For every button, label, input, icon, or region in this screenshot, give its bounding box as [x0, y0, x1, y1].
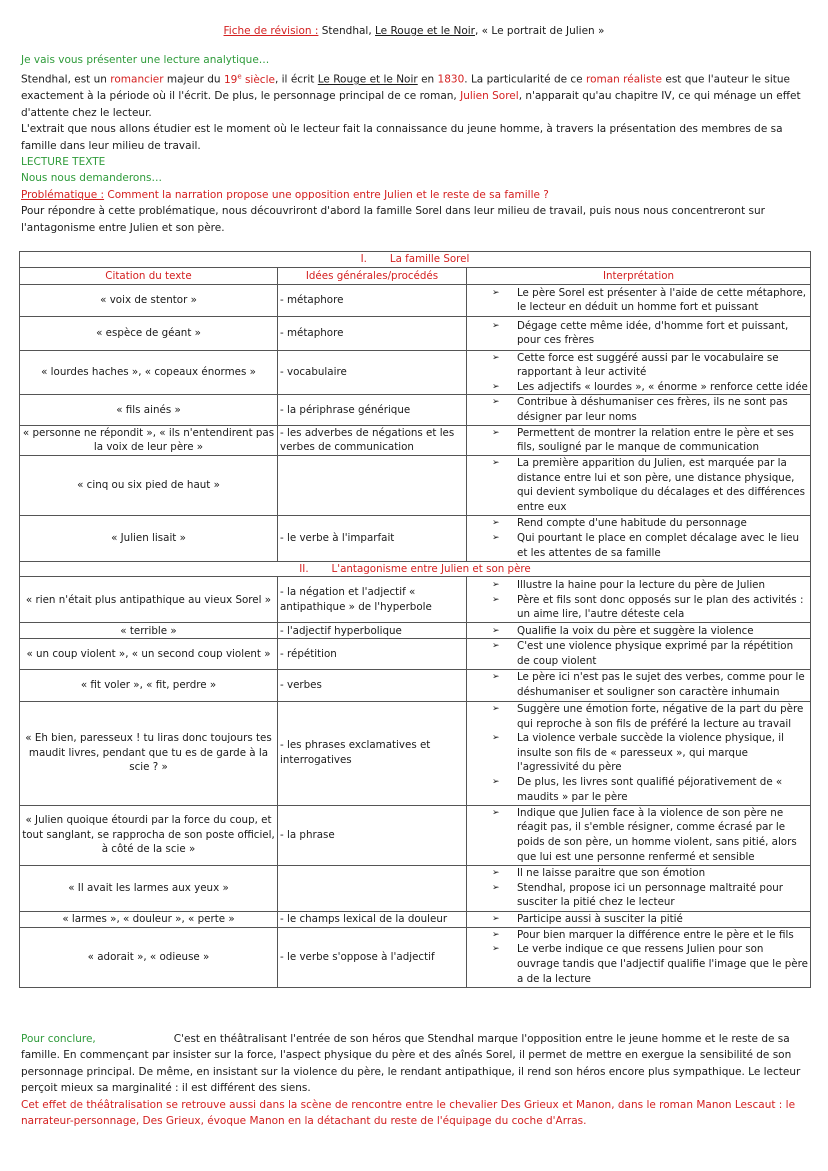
interpretation-item	[469, 319, 808, 348]
interpretation-text: Le père ici n'est pas le sujet des verbes, comme pour le déshumaniser et souligner son caractère inhumain	[517, 671, 805, 699]
interpretation-item	[469, 731, 808, 775]
table-row	[20, 316, 811, 350]
interpretation-text: Permettent de montrer la relation entre le père et ses fils, souligné par le manque de communication	[517, 426, 794, 454]
conclusion-label: Pour conclure,	[21, 1033, 96, 1045]
interpretation-item	[469, 881, 808, 910]
table-row	[20, 623, 811, 639]
procede-cell: - verbes	[278, 669, 467, 701]
table-row	[20, 350, 811, 395]
interpretation-item	[469, 670, 808, 699]
interpretation-list	[469, 806, 808, 864]
section-title: I. La famille Sorel	[20, 252, 811, 268]
arrow-bullet-icon: ➢	[492, 397, 500, 408]
arrow-bullet-icon: ➢	[492, 320, 500, 331]
table-row	[20, 515, 811, 561]
arrow-bullet-icon: ➢	[492, 703, 500, 714]
citation-cell: « Julien quoique étourdi par la force du coup, et tout sanglant, se rapprocha de son poste officiel, à côté de la scie »	[20, 805, 278, 865]
citation-cell: « Il avait les larmes aux yeux »	[20, 865, 278, 911]
interpretation-text: Qui pourtant le place en complet décalage avec le lieu et les attentes de sa famille	[517, 531, 800, 559]
arrow-bullet-icon: ➢	[492, 579, 500, 590]
interpretation-item	[469, 928, 808, 943]
interpretation-item	[469, 286, 808, 315]
interpretation-item	[469, 531, 808, 560]
table-row	[20, 701, 811, 805]
interpretation-list	[469, 319, 808, 348]
analysis-table	[19, 251, 811, 988]
table-row	[20, 284, 811, 316]
interpretation-list	[469, 456, 808, 514]
procede-cell: - la périphrase générique	[278, 395, 467, 425]
arrow-bullet-icon: ➢	[492, 641, 500, 652]
citation-cell: « un coup violent », « un second coup violent »	[20, 639, 278, 669]
arrow-bullet-icon: ➢	[492, 287, 500, 298]
arrow-bullet-icon: ➢	[492, 625, 500, 636]
interpretation-text: Pour bien marquer la différence entre le père et le fils	[517, 928, 794, 941]
arrow-bullet-icon: ➢	[492, 518, 500, 529]
interpretation-text: Les adjectifs « lourdes », « énorme » renforce cette idée	[517, 380, 808, 393]
section-title: II. L'antagonisme entre Julien et son père	[20, 561, 811, 577]
arrow-bullet-icon: ➢	[492, 868, 500, 879]
interpretation-cell	[467, 927, 811, 987]
citation-cell: « cinq ou six pied de haut »	[20, 455, 278, 515]
interpretation-text: Père et fils sont donc opposés sur le plan des activités : un aime lire, l'autre déteste cela	[517, 593, 804, 621]
interpretation-text: Contribue à déshumaniser ces frères, ils ne sont pas désigner par leur noms	[517, 396, 788, 423]
interpretation-item	[469, 775, 808, 804]
citation-cell: « Eh bien, paresseux ! tu liras donc toujours tes maudit livres, pendant que tu es de garde à la scie ? »	[20, 701, 278, 805]
interpretation-list	[469, 624, 808, 639]
interpretation-text: Cette force est suggéré aussi par le vocabulaire se rapportant à leur activité	[517, 351, 779, 379]
table-row	[20, 455, 811, 515]
interpretation-list	[469, 286, 808, 315]
arrow-bullet-icon: ➢	[492, 733, 500, 744]
interpretation-list	[469, 912, 808, 927]
title-book: Le Rouge et le Noir	[375, 25, 475, 37]
interpretation-list	[469, 351, 808, 395]
citation-cell: « terrible »	[20, 623, 278, 639]
interpretation-list	[469, 702, 808, 804]
interpretation-item	[469, 624, 808, 639]
interpretation-item	[469, 593, 808, 622]
problematique: Problématique : Comment la narration propose une opposition entre Julien et le reste de sa famille ?	[21, 188, 549, 201]
interpretation-list	[469, 426, 808, 455]
interpretation-text: Stendhal, propose ici un personnage maltraité pour susciter la pitié chez le lecteur	[517, 881, 784, 909]
intro-line: Je vais vous présenter une lecture analytique…	[21, 54, 270, 66]
column-header: Interprétation	[467, 267, 811, 284]
interpretation-cell	[467, 395, 811, 425]
arrow-bullet-icon: ➢	[492, 882, 500, 893]
citation-cell: « larmes », « douleur », « perte »	[20, 911, 278, 927]
introduction	[21, 52, 811, 236]
interpretation-cell	[467, 911, 811, 927]
interpretation-list	[469, 639, 808, 668]
column-header: Citation du texte	[20, 267, 278, 284]
interpretation-text: Le père Sorel est présenter à l'aide de cette métaphore, le lecteur en déduit un homme fort et puissant	[517, 286, 807, 314]
interpretation-list	[469, 866, 808, 910]
citation-cell: « lourdes haches », « copeaux énormes »	[20, 350, 278, 395]
arrow-bullet-icon: ➢	[492, 458, 500, 469]
interpretation-list	[469, 516, 808, 560]
citation-cell: « espèce de géant »	[20, 316, 278, 350]
citation-cell: « adorait », « odieuse »	[20, 927, 278, 987]
section-row-famille	[20, 252, 811, 268]
interpretation-item	[469, 866, 808, 881]
interpretation-item	[469, 942, 808, 986]
citation-cell: « fils ainés »	[20, 395, 278, 425]
procede-cell: - l'adjectif hyperbolique	[278, 623, 467, 639]
interpretation-item	[469, 806, 808, 864]
arrow-bullet-icon: ➢	[492, 944, 500, 955]
interpretation-text: Rend compte d'une habitude du personnage	[517, 517, 747, 530]
interpretation-list	[469, 670, 808, 699]
procede-cell: - le champs lexical de la douleur	[278, 911, 467, 927]
citation-cell: « personne ne répondit », « ils n'entendirent pas la voix de leur père »	[20, 425, 278, 455]
arrow-bullet-icon: ➢	[492, 594, 500, 605]
interpretation-text: Le verbe indique ce que ressens Julien pour son ouvrage tandis que l'adjectif qualifie l'image que le père a de la lecture	[517, 943, 808, 985]
interpretation-item	[469, 426, 808, 455]
table-row	[20, 911, 811, 927]
interpretation-list	[469, 578, 808, 622]
procede-cell	[278, 865, 467, 911]
interpretation-text: La violence verbale succède la violence physique, il insulte son fils de « paresseux », qui marque l'agressivité du père	[517, 732, 784, 774]
citation-cell: « Julien lisait »	[20, 515, 278, 561]
table-row	[20, 805, 811, 865]
interpretation-text: Qualifie la voix du père et suggère la violence	[517, 624, 754, 637]
column-header: Idées générales/procédés	[278, 267, 467, 284]
arrow-bullet-icon: ➢	[492, 381, 500, 392]
interpretation-cell	[467, 805, 811, 865]
interpretation-cell	[467, 455, 811, 515]
table-header-row	[20, 267, 811, 284]
procede-cell: - les phrases exclamatives et interrogatives	[278, 701, 467, 805]
arrow-bullet-icon: ➢	[492, 672, 500, 683]
citation-cell: « fit voler », « fit, perdre »	[20, 669, 278, 701]
page-title	[0, 25, 828, 37]
procede-cell	[278, 455, 467, 515]
arrow-bullet-icon: ➢	[492, 776, 500, 787]
table-row	[20, 577, 811, 623]
interpretation-text: C'est une violence physique exprimé par la répétition de coup violent	[517, 640, 794, 667]
procede-cell: - répétition	[278, 639, 467, 669]
interpretation-item	[469, 456, 808, 514]
arrow-bullet-icon: ➢	[492, 929, 500, 940]
interpretation-item	[469, 395, 808, 424]
interpretation-cell	[467, 350, 811, 395]
table-row	[20, 669, 811, 701]
procede-cell: - vocabulaire	[278, 350, 467, 395]
conclusion-opening: Cet effet de théâtralisation se retrouve aussi dans la scène de rencontre entre le chevalier Des Grieux et Manon, dans le roman Manon Lescaut : le narrateur-personnage, Des Grieux, évoque Manon en la détachant du reste de l'équipage du coche d'Arras.	[21, 1098, 796, 1128]
procede-cell: - le verbe s'oppose à l'adjectif	[278, 927, 467, 987]
title-rest: , « Le portrait de Julien »	[475, 25, 605, 37]
interpretation-cell	[467, 577, 811, 623]
arrow-bullet-icon: ➢	[492, 807, 500, 818]
section-row-antagonisme	[20, 561, 811, 577]
intro-author-paragraph: Stendhal, est un romancier majeur du 19e siècle, il écrit Le Rouge et le Noir en 1830. La particularité de ce roman réaliste est que l'auteur le situe exactement à la période où il l'écrit. De plus, le personnage principal de ce roman, Julien Sorel, n'apparait qu'au chapitre IV, ce qui ménage un effet d'attente chez le lecteur.	[21, 72, 801, 119]
procede-cell: - les adverbes de négations et les verbes de communication	[278, 425, 467, 455]
interpretation-text: Participe aussi à susciter la pitié	[517, 912, 683, 925]
interpretation-text: Suggère une émotion forte, négative de la part du père qui reproche à son fils de préféré la lecture au travail	[517, 702, 804, 730]
interpretation-item	[469, 351, 808, 380]
interpretation-cell	[467, 639, 811, 669]
interpretation-cell	[467, 515, 811, 561]
interpretation-text: Il ne laisse paraitre que son émotion	[517, 867, 706, 880]
interpretation-cell	[467, 701, 811, 805]
table-row	[20, 425, 811, 455]
intro-extract-paragraph: L'extrait que nous allons étudier est le moment où le lecteur fait la connaissance du jeune homme, à travers la présentation des membres de sa famille dans leur milieu de travail.	[21, 123, 783, 152]
interpretation-text: La première apparition du Julien, est marquée par la distance entre lui et son père, une distance physique, qui devient symbolique du décalages et des différences entre eux	[517, 457, 805, 513]
interpretation-cell	[467, 669, 811, 701]
table-row	[20, 865, 811, 911]
interpretation-text: De plus, les livres sont qualifié péjorativement de « maudits » par le père	[517, 775, 783, 803]
interpretation-cell	[467, 865, 811, 911]
interpretation-list	[469, 395, 808, 424]
arrow-bullet-icon: ➢	[492, 427, 500, 438]
conclusion-paragraph: Pour conclure, C'est en théâtralisant l'entrée de son héros que Stendhal marque l'opposition entre le jeune homme et le reste de sa famille. En commençant par insister sur la force, l'aspect physique du père et des aînés Sorel, il permet de mettre en exergue la sensibilité de son personnage principal. De même, en insistant sur la violence du père, le rendant antipathique, il rend son héros encore plus sympathique. Le lecteur perçoit mieux sa marginalité : il est différent des siens.	[21, 1033, 801, 1095]
table-row	[20, 639, 811, 669]
interpretation-item	[469, 639, 808, 668]
interpretation-item	[469, 380, 808, 395]
interpretation-cell	[467, 316, 811, 350]
citation-cell: « rien n'était plus antipathique au vieux Sorel »	[20, 577, 278, 623]
interpretation-list	[469, 928, 808, 986]
interpretation-cell	[467, 284, 811, 316]
table-row	[20, 395, 811, 425]
procede-cell: - la négation et l'adjectif « antipathique » de l'hyperbole	[278, 577, 467, 623]
interpretation-text: Dégage cette même idée, d'homme fort et puissant, pour ces frères	[517, 319, 789, 347]
interpretation-text: Illustre la haine pour la lecture du père de Julien	[517, 578, 766, 591]
lecture-texte: LECTURE TEXTE	[21, 155, 106, 168]
procede-cell: - métaphore	[278, 316, 467, 350]
arrow-bullet-icon: ➢	[492, 352, 500, 363]
title-author: Stendhal,	[318, 25, 376, 37]
interpretation-cell	[467, 623, 811, 639]
table-row	[20, 927, 811, 987]
plan-paragraph: Pour répondre à cette problématique, nous découvriront d'abord la famille Sorel dans leur milieu de travail, puis nous nous concentreront sur l'antagonisme entre Julien et son père.	[21, 205, 765, 234]
citation-cell: « voix de stentor »	[20, 284, 278, 316]
arrow-bullet-icon: ➢	[492, 532, 500, 543]
interpretation-text: Indique que Julien face à la violence de son père ne réagit pas, il s'emble résigner, comme écrasé par le poids de son père, un homme violent, sans pitié, alors que lui est une personne renfermé et sensible	[517, 806, 797, 863]
title-prefix: Fiche de révision :	[223, 25, 319, 37]
procede-cell: - métaphore	[278, 284, 467, 316]
procede-cell: - la phrase	[278, 805, 467, 865]
interpretation-item	[469, 578, 808, 593]
procede-cell: - le verbe à l'imparfait	[278, 515, 467, 561]
interpretation-item	[469, 912, 808, 927]
interpretation-item	[469, 516, 808, 531]
interpretation-item	[469, 702, 808, 731]
conclusion	[21, 1031, 811, 1129]
demanderons: Nous nous demanderons…	[21, 172, 162, 185]
arrow-bullet-icon: ➢	[492, 913, 500, 924]
interpretation-cell	[467, 425, 811, 455]
